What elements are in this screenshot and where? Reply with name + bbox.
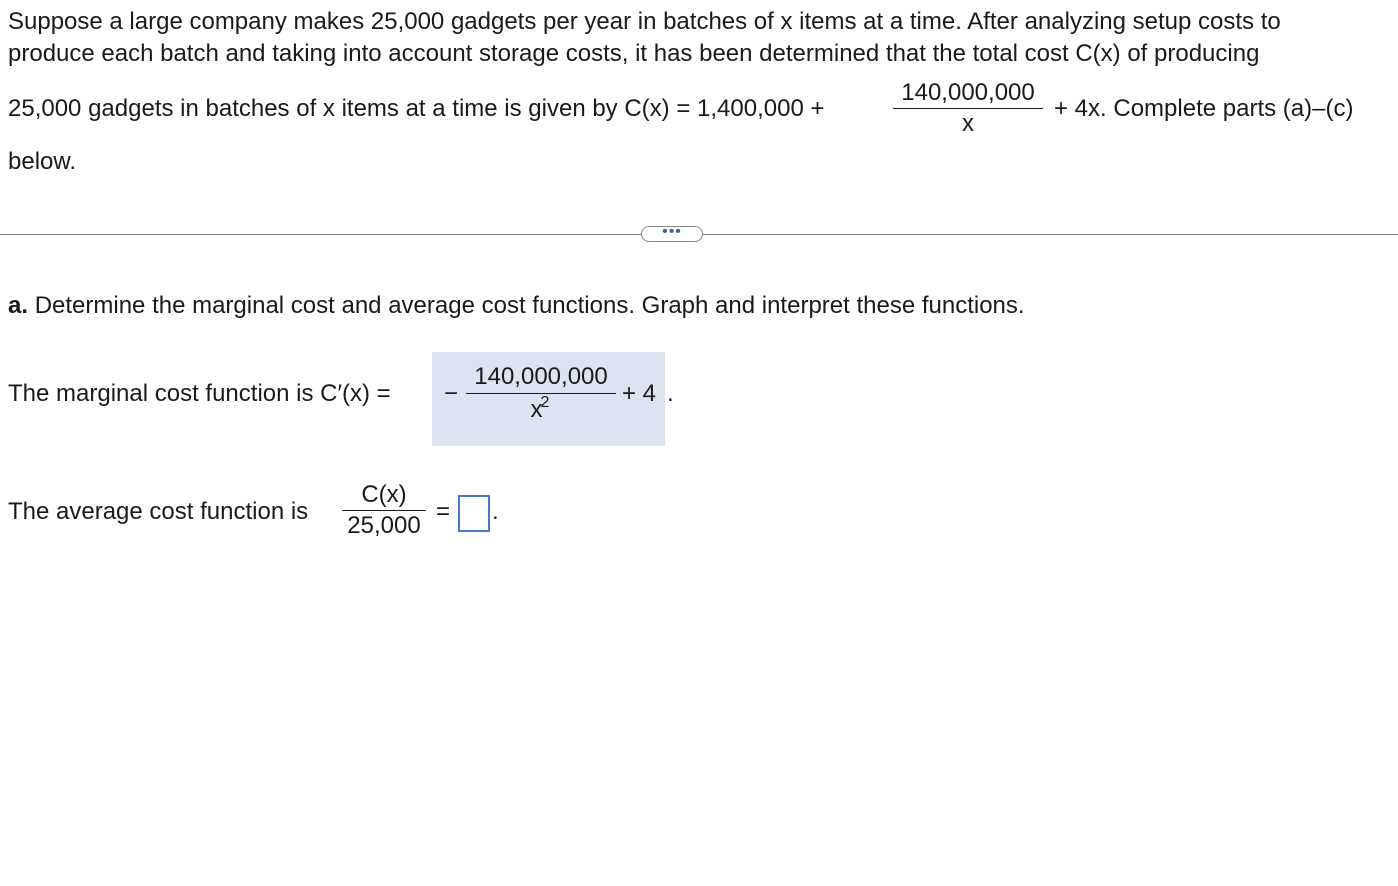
average-denominator: 25,000 [347,512,421,539]
problem-line-2: produce each batch and taking into account storage costs, it has been determined that the total cost C(x) of producing [8,40,1260,67]
marginal-period: . [667,380,674,407]
answer-fraction [466,361,616,429]
more-options-button[interactable]: ••• [641,226,703,242]
average-cost-fraction [342,480,426,541]
marginal-cost-answer [432,352,665,446]
part-a-prompt [8,292,1025,320]
average-period: . [492,498,499,525]
answer-constant: + 4 [622,380,657,407]
part-a-text: Determine the marginal cost and average cost functions. Graph and interpret these functions. [34,292,1025,319]
average-equals-sign: = [436,498,451,525]
average-cost-label: The average cost function is [8,498,309,525]
part-a-letter: a. [8,292,29,319]
fraction-numerator: 140,000,000 [901,79,1035,106]
average-numerator: C(x) [361,481,407,508]
problem-line-4: below. [8,148,77,175]
marginal-cost-label: The marginal cost function is C′(x) = [8,380,391,407]
answer-numerator: 140,000,000 [474,363,608,390]
fraction-denominator: x [962,110,974,137]
problem-line-1: Suppose a large company makes 25,000 gadgets per year in batches of x items at a time. After analyzing setup costs to [8,8,1281,35]
answer-den-exponent: 2 [540,394,550,411]
answer-den-base: x [530,396,543,423]
problem-statement [8,6,1393,178]
cost-function-fraction [893,78,1043,139]
cost-function-prefix: 25,000 gadgets in batches of x items at a time is given by C(x) = 1,400,000 + [8,95,825,122]
average-cost-input-box[interactable] [458,495,490,532]
problem-line-3 [8,80,1393,144]
cost-function-suffix: + 4x. Complete parts (a)–(c) [1054,95,1354,122]
answer-denominator [466,394,616,429]
answer-minus-sign: − [444,380,459,407]
average-cost-input[interactable] [460,497,488,530]
